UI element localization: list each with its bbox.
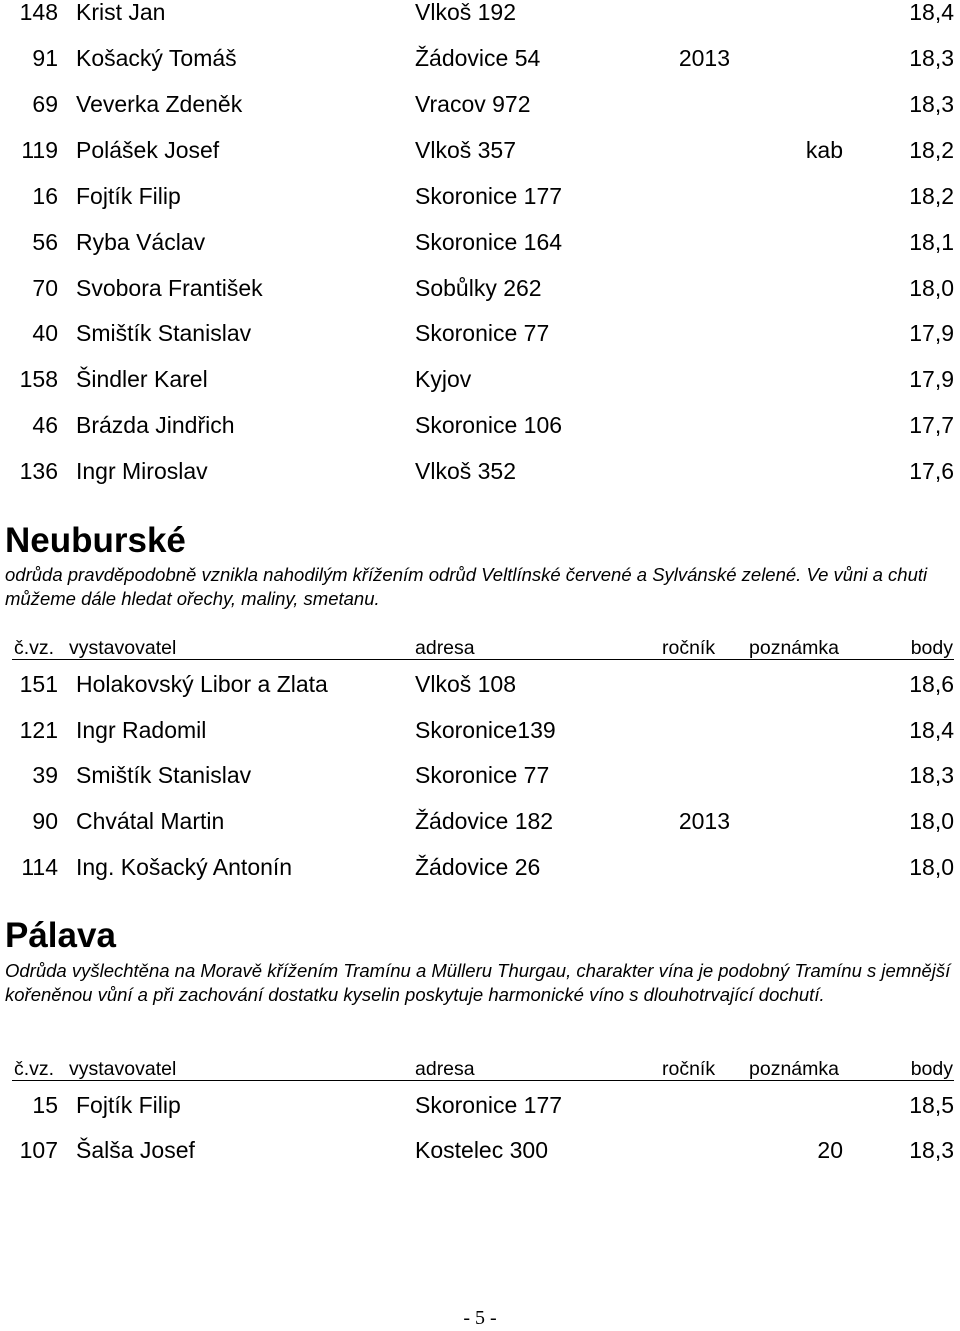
header-address: adresa <box>415 1058 475 1080</box>
points: 18,6 <box>909 671 954 697</box>
exhibitor-address: Kostelec 300 <box>415 1137 548 1163</box>
points: 18,0 <box>909 808 954 834</box>
exhibitor-name: Košacký Tomáš <box>76 45 237 71</box>
header-note: poznámka <box>749 637 839 659</box>
header-note: poznámka <box>749 1058 839 1080</box>
entry-number: 148 <box>19 0 58 25</box>
points: 18,3 <box>909 45 954 71</box>
header-points: body <box>910 1058 953 1080</box>
exhibitor-name: Brázda Jindřich <box>76 412 235 438</box>
exhibitor-name: Ingr Radomil <box>76 717 207 743</box>
entry-number: 107 <box>19 1137 58 1163</box>
exhibitor-address: Skoronice 77 <box>415 320 550 346</box>
entry-number: 158 <box>19 366 58 392</box>
section-description: odrůda pravděpodobně vznikla nahodilým křížením odrůd Veltlínské červené a Sylvánské zelené. Ve vůni a chuti můžeme dále hledat ořechy, maliny, smetanu. <box>5 564 928 609</box>
exhibitor-name: Svobora František <box>76 275 263 301</box>
exhibitor-name: Holakovský Libor a Zlata <box>76 671 328 697</box>
page-number: - 5 - <box>463 1307 497 1329</box>
table-row <box>0 219 960 265</box>
header-divider <box>12 1080 954 1081</box>
exhibitor-name: Fojtík Filip <box>76 183 181 209</box>
points: 17,9 <box>909 320 954 346</box>
table-row <box>0 0 960 35</box>
exhibitor-address: Skoronice 106 <box>415 412 563 438</box>
table-row <box>0 844 960 890</box>
points: 18,2 <box>909 183 954 209</box>
exhibitor-address: Skoronice139 <box>415 717 556 743</box>
table-row <box>0 1127 960 1173</box>
exhibitor-address: Žádovice 54 <box>415 45 541 71</box>
points: 18,3 <box>909 91 954 117</box>
exhibitor-name: Chvátal Martin <box>76 808 225 834</box>
vintage-year: 2013 <box>678 808 730 834</box>
header-exhibitor: vystavovatel <box>69 637 177 659</box>
entry-number: 121 <box>19 717 58 743</box>
table-header <box>0 1057 960 1081</box>
header-points: body <box>910 637 953 659</box>
exhibitor-address: Vlkoš 108 <box>415 671 517 697</box>
entry-number: 91 <box>32 45 58 71</box>
table-row <box>0 707 960 753</box>
exhibitor-address: Skoronice 77 <box>415 762 550 788</box>
exhibitor-name: Polášek Josef <box>76 137 220 163</box>
note: 20 <box>817 1137 843 1163</box>
entry-number: 40 <box>32 320 58 346</box>
exhibitor-name: Šindler Karel <box>76 366 208 392</box>
exhibitor-name: Šalša Josef <box>76 1137 195 1163</box>
points: 17,9 <box>909 366 954 392</box>
table-header <box>0 636 960 660</box>
table-row <box>0 310 960 356</box>
table-row <box>0 265 960 311</box>
exhibitor-address: Skoronice 177 <box>415 183 563 209</box>
table-row <box>0 356 960 402</box>
points: 18,1 <box>909 229 954 255</box>
exhibitor-address: Žádovice 26 <box>415 854 541 880</box>
section-title: Pálava <box>5 916 116 955</box>
vintage-year: 2013 <box>678 45 730 71</box>
entry-number: 70 <box>32 275 58 301</box>
header-vintage: ročník <box>662 637 716 659</box>
entry-number: 16 <box>32 183 58 209</box>
exhibitor-address: Vlkoš 192 <box>415 0 517 25</box>
exhibitor-address: Vracov 972 <box>415 91 531 117</box>
points: 18,4 <box>909 0 954 25</box>
entry-number: 136 <box>19 458 58 484</box>
exhibitor-name: Smištík Stanislav <box>76 320 252 346</box>
table-row <box>0 798 960 844</box>
header-vintage: ročník <box>662 1058 716 1080</box>
header-divider <box>12 659 954 660</box>
table-row <box>0 127 960 173</box>
header-address: adresa <box>415 637 475 659</box>
points: 18,0 <box>909 275 954 301</box>
entry-number: 119 <box>21 137 58 163</box>
header-exhibitor: vystavovatel <box>69 1058 177 1080</box>
exhibitor-address: Vlkoš 357 <box>415 137 517 163</box>
entry-number: 46 <box>32 412 58 438</box>
points: 17,6 <box>909 458 954 484</box>
entry-number: 69 <box>32 91 58 117</box>
points: 18,2 <box>909 137 954 163</box>
exhibitor-address: Kyjov <box>415 366 472 392</box>
points: 17,7 <box>909 412 954 438</box>
exhibitor-name: Fojtík Filip <box>76 1092 181 1118</box>
section-description: Odrůda vyšlechtěna na Moravě křížením Tramínu a Mülleru Thurgau, charakter vína je podobný Tramínu s jemnější kořeněnou vůní a při zachování dostatku kyselin poskytuje harmonické víno s dlouhotrvající dochutí. <box>5 960 951 1005</box>
exhibitor-address: Skoronice 164 <box>415 229 563 255</box>
exhibitor-name: Ryba Václav <box>76 229 206 255</box>
exhibitor-name: Ingr Miroslav <box>76 458 208 484</box>
exhibitor-address: Sobůlky 262 <box>415 275 542 301</box>
table-row <box>0 661 960 707</box>
points: 18,5 <box>909 1092 954 1118</box>
exhibitor-name: Krist Jan <box>76 0 166 25</box>
header-entry-number: č.vz. <box>14 1058 55 1080</box>
table-row <box>0 448 960 494</box>
exhibitor-address: Skoronice 177 <box>415 1092 563 1118</box>
entry-number: 56 <box>32 229 58 255</box>
exhibitor-name: Veverka Zdeněk <box>76 91 243 117</box>
entry-number: 114 <box>21 854 58 880</box>
points: 18,3 <box>909 1137 954 1163</box>
exhibitor-name: Smištík Stanislav <box>76 762 252 788</box>
points: 18,3 <box>909 762 954 788</box>
entry-number: 39 <box>32 762 58 788</box>
header-entry-number: č.vz. <box>14 637 55 659</box>
points: 18,4 <box>909 717 954 743</box>
table-row <box>0 402 960 448</box>
entry-number: 151 <box>19 671 58 697</box>
points: 18,0 <box>909 854 954 880</box>
entry-number: 90 <box>32 808 58 834</box>
section-title: Neuburské <box>5 521 186 560</box>
entry-number: 15 <box>32 1092 58 1118</box>
exhibitor-name: Ing. Košacký Antonín <box>76 854 293 880</box>
exhibitor-address: Žádovice 182 <box>415 808 554 834</box>
note: kab <box>805 137 843 163</box>
table-row <box>0 752 960 798</box>
table-row <box>0 35 960 81</box>
table-row <box>0 1082 960 1128</box>
exhibitor-address: Vlkoš 352 <box>415 458 517 484</box>
table-row <box>0 173 960 219</box>
table-row <box>0 81 960 127</box>
